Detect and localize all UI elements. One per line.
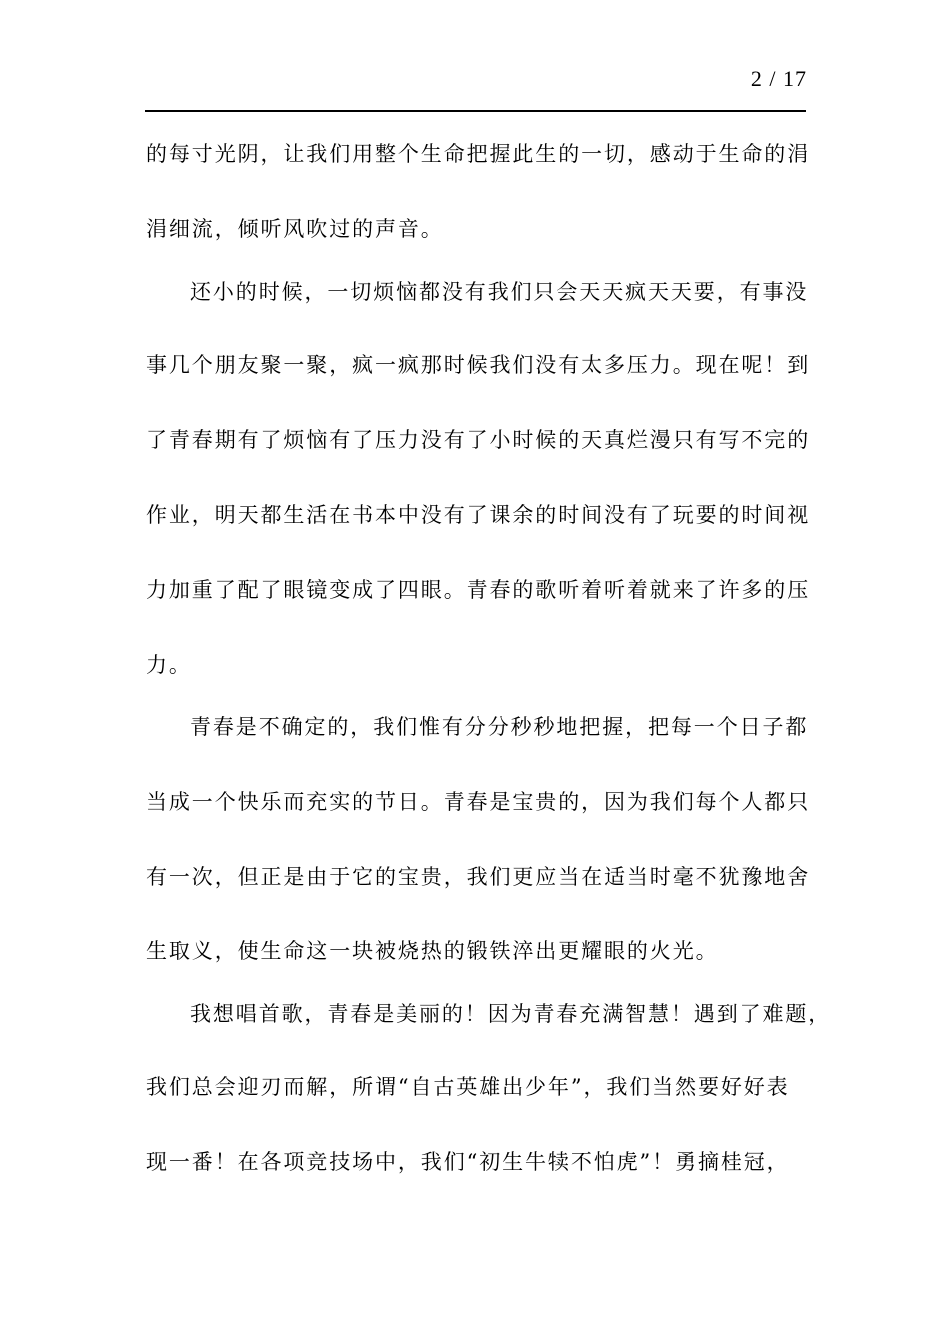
text-line: 我们总会迎刃而解，所谓“自古英雄出少年”，我们当然要好好表 xyxy=(146,1075,790,1099)
page-number: 2 / 17 xyxy=(750,66,807,91)
header-rule xyxy=(145,110,806,112)
text-line: 力。 xyxy=(146,653,192,677)
text-line: 还小的时候，一切烦恼都没有我们只会天天疯天天要，有事没 xyxy=(190,280,809,304)
text-line: 作业，明天都生活在书本中没有了课余的时间没有了玩要的时间视 xyxy=(146,503,811,527)
text-line: 有一次，但正是由于它的宝贵，我们更应当在适当时毫不犹豫地舍 xyxy=(146,865,811,889)
text-line: 了青春期有了烦恼有了压力没有了小时候的天真烂漫只有写不完的 xyxy=(146,428,811,452)
text-line: 当成一个快乐而充实的节日。青春是宝贵的，因为我们每个人都只 xyxy=(146,790,811,814)
text-line: 的每寸光阴，让我们用整个生命把握此生的一切，感动于生命的涓 xyxy=(146,142,811,166)
text-line: 事几个朋友聚一聚，疯一疯那时候我们没有太多压力。现在呢！到 xyxy=(146,353,811,377)
text-line: 力加重了配了眼镜变成了四眼。青春的歌听着听着就来了许多的压 xyxy=(146,578,811,602)
text-line: 现一番！在各项竞技场中，我们“初生牛犊不怕虎”！勇摘桂冠， xyxy=(146,1150,790,1174)
text-line: 生取义，使生命这一块被烧热的锻铁淬出更耀眼的火光。 xyxy=(146,939,719,963)
text-line: 我想唱首歌，青春是美丽的！因为青春充满智慧！遇到了难题， xyxy=(190,1002,832,1026)
text-line: 涓细流，倾听风吹过的声音。 xyxy=(146,217,444,241)
text-line: 青春是不确定的，我们惟有分分秒秒地把握，把每一个日子都 xyxy=(190,715,809,739)
